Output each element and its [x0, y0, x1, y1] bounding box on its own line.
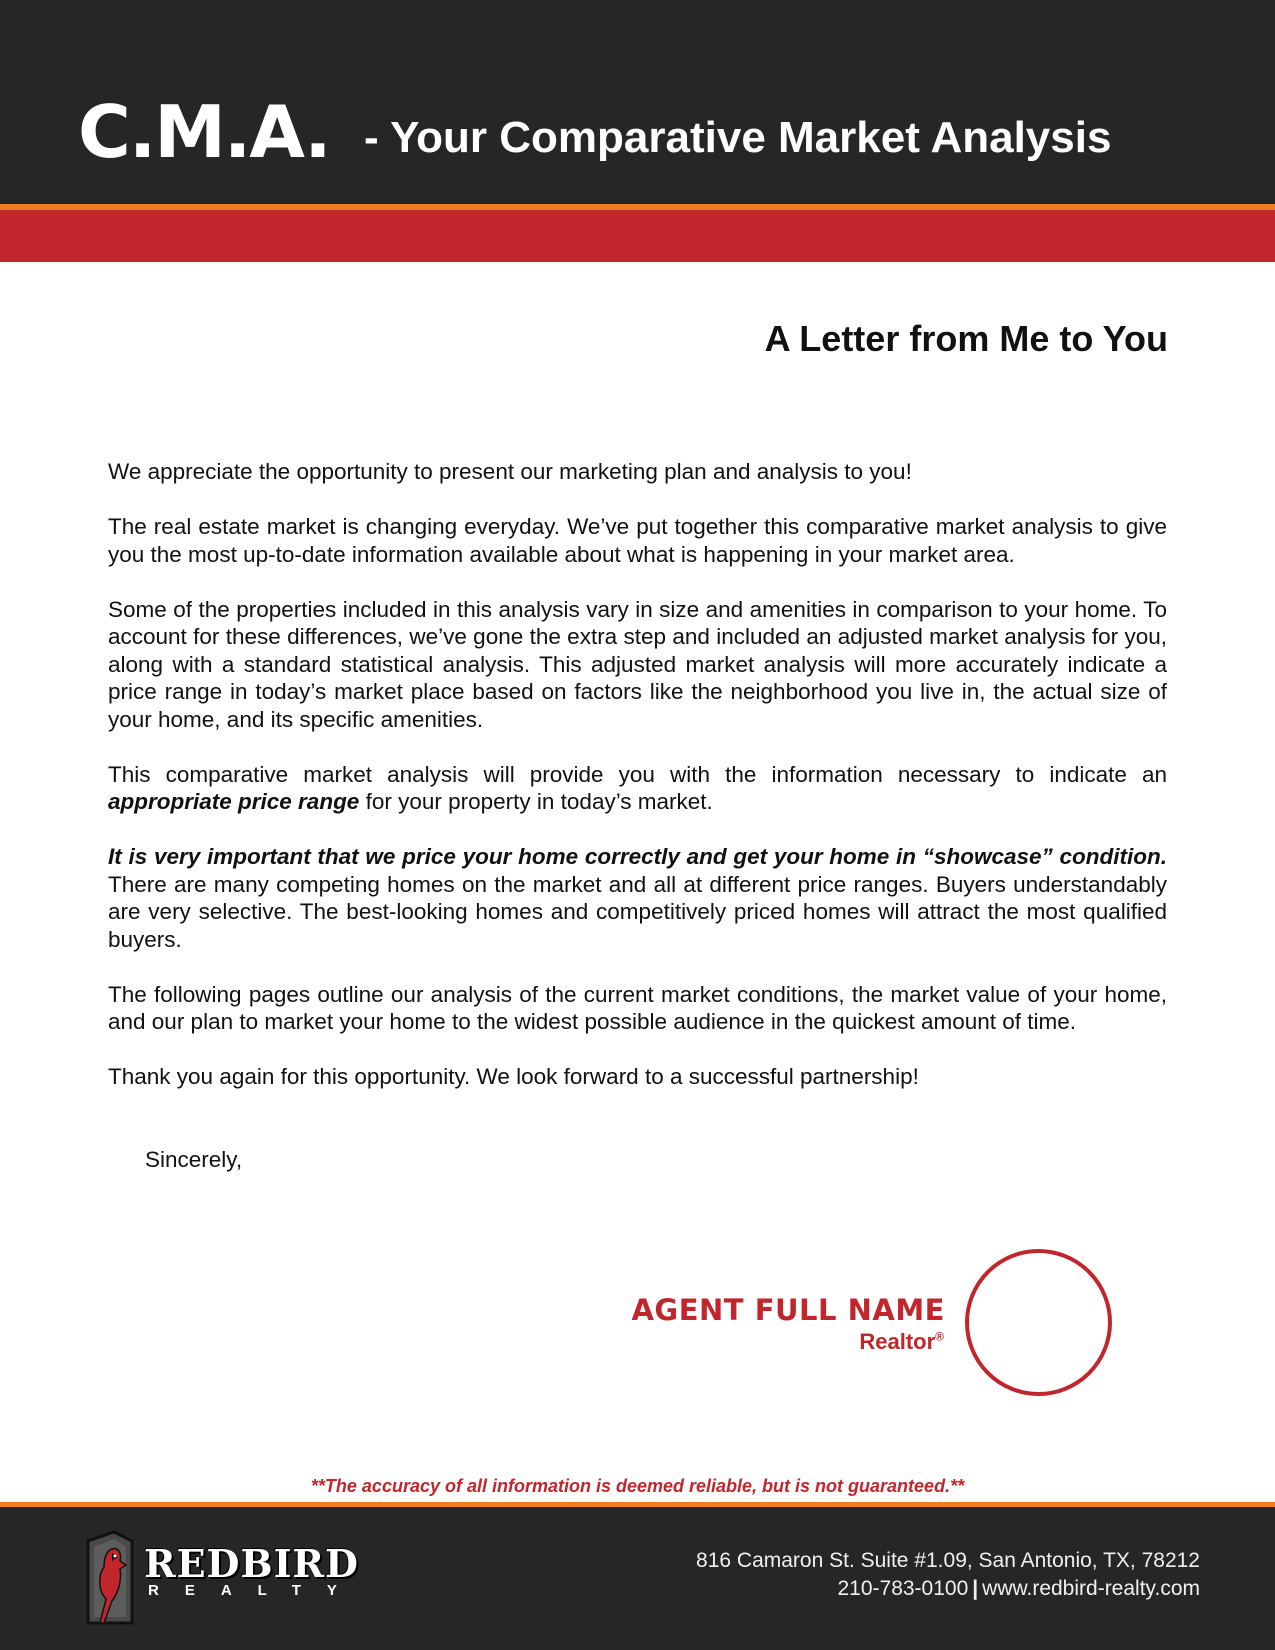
paragraph-5-end: There are many competing homes on the market and all at different price ranges. Buyers understandably are very selective. The best-looking homes and competitively priced homes will attract the most qualified buyers.: [108, 871, 1167, 952]
closing: Sincerely,: [145, 1147, 243, 1172]
registered-mark: ®: [935, 1329, 944, 1344]
office-address: 816 Camaron St. Suite #1.09, San Antonio, TX, 78212: [696, 1549, 1200, 1572]
paragraph-5-emphasis: It is very important that we price your home correctly and get your home in “showcase” condition.: [108, 844, 1167, 869]
agent-name: AGENT FULL NAME: [631, 1293, 945, 1327]
paragraph-4-end: for your property in today’s market.: [359, 789, 713, 814]
paragraph-4: [108, 761, 1167, 816]
agent-photo-placeholder: [965, 1249, 1112, 1396]
header-red-band: [0, 210, 1275, 262]
brand-name: REDBIRD: [144, 1541, 359, 1586]
paragraph-5: [108, 843, 1167, 953]
letter-body: [108, 458, 1167, 1118]
cma-title: C.M.A.: [78, 90, 330, 174]
paragraph-2: The real estate market is changing everyday. We’ve put together this comparative market analysis to give you the most up-to-date information available about what is happening in your market area.: [108, 514, 1167, 567]
contact-separator: |: [972, 1577, 979, 1600]
brand-subtitle: REALTY: [148, 1582, 363, 1599]
agent-title: [859, 1329, 944, 1355]
paragraph-3: Some of the properties included in this analysis vary in size and amenities in comparison to your home. To account for these differences, we’ve gone the extra step and included an adjusted market analysis for you, along with a standard statistical analysis. This adjusted market analysis will more accurately indicate a price range in today’s market place based on factors like the neighborhood you live in, the actual size of your home, and its specific amenities.: [108, 596, 1167, 732]
paragraph-1: We appreciate the opportunity to present our marketing plan and analysis to you!: [108, 459, 912, 484]
paragraph-7: Thank you again for this opportunity. We look forward to a successful partnership!: [108, 1064, 919, 1089]
paragraph-4-emphasis: appropriate price range: [108, 789, 360, 814]
phone-number: 210-783-0100: [837, 1577, 969, 1600]
contact-line: [837, 1577, 1200, 1601]
paragraph-4-start: This comparative market analysis will provide you with the information necessary to indicate an: [108, 761, 1167, 787]
agent-title-text: Realtor: [859, 1329, 936, 1354]
disclaimer: **The accuracy of all information is deemed reliable, but is not guaranteed.**: [310, 1476, 965, 1496]
header-subtitle: - Your Comparative Market Analysis: [364, 113, 1112, 162]
letter-title: A Letter from Me to You: [764, 318, 1168, 359]
paragraph-6: The following pages outline our analysis of the current market conditions, the market value of your home, and our plan to market your home to the widest possible audience in the quickest amount of time.: [108, 981, 1167, 1034]
website-link: www.redbird-realty.com: [982, 1577, 1200, 1600]
